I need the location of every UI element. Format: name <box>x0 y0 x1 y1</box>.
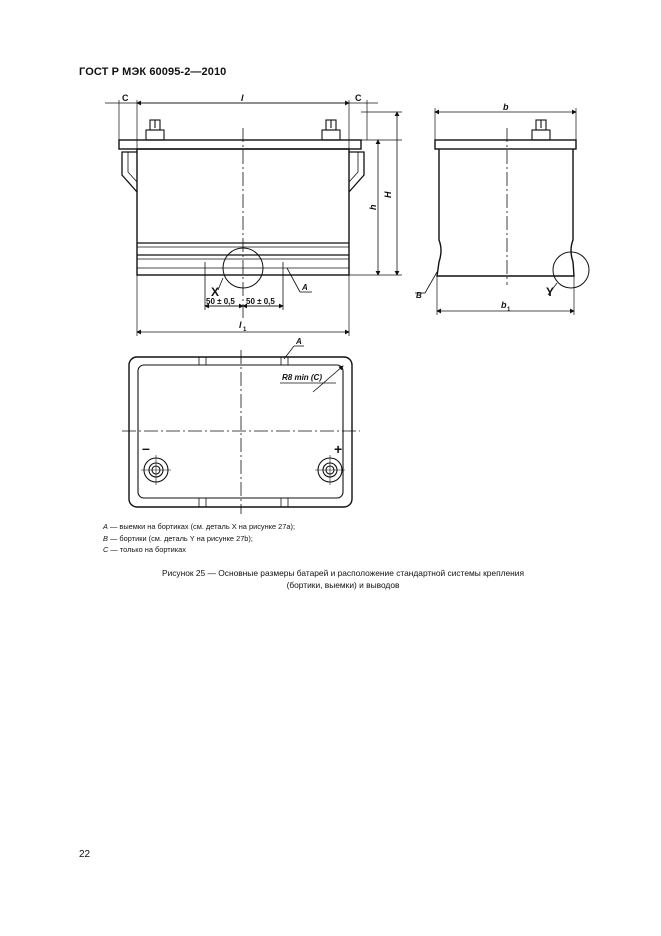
legend-item-b <box>103 533 295 545</box>
dim-c-left: C <box>122 93 129 103</box>
detail-y-label: Y <box>546 285 555 299</box>
detail-x-label: X <box>211 285 220 299</box>
top-view <box>122 346 360 514</box>
legend-item-a <box>103 521 295 533</box>
terminal-positive-top <box>315 455 345 485</box>
leader-a-side: A <box>302 283 308 292</box>
legend-text: — выемки на бортиках (см. деталь X на рисунке 27a); <box>107 522 295 531</box>
dim-h-total: H <box>383 191 393 198</box>
terminal-plus-sign: + <box>334 441 343 457</box>
dim-b: b <box>503 102 509 112</box>
dim-h-small: h <box>368 204 378 210</box>
document-header: ГОСТ Р МЭК 60095-2—2010 <box>79 66 227 78</box>
top-view-labels <box>142 337 342 457</box>
dim-50-left: 50 ± 0,5 <box>206 297 235 306</box>
dim-l1-sub: 1 <box>243 327 247 333</box>
legend-text: — бортики (см. деталь Y на рисунке 27b); <box>107 533 253 543</box>
figure-legend <box>103 521 295 556</box>
page-number: 22 <box>79 849 91 860</box>
terminal-left-side <box>146 120 164 140</box>
figure-caption <box>103 567 583 591</box>
legend-key: C <box>103 545 109 554</box>
leader-b: B <box>416 291 422 300</box>
terminal-end <box>532 120 550 140</box>
terminal-minus-sign: – <box>142 440 150 456</box>
legend-key: A <box>103 522 108 531</box>
dim-l1-main: l <box>239 320 242 330</box>
caption-line-1: Рисунок 25 — Основные размеры батарей и расположение стандартной системы крепления <box>161 568 525 578</box>
dim-b1-main: b <box>501 300 507 310</box>
legend-text: — только на бортиках <box>108 545 186 554</box>
dim-50-right: 50 ± 0,5 <box>246 297 275 306</box>
legend-item-c <box>103 544 295 556</box>
terminal-negative-top <box>141 455 171 485</box>
leader-a-top: A <box>296 337 302 346</box>
legend-key: B <box>103 533 108 543</box>
dim-l: l <box>241 93 244 103</box>
dim-c-right: C <box>355 93 362 103</box>
end-view <box>415 108 589 315</box>
caption-line-2: (бортики, выемки) и выводов <box>286 580 400 590</box>
terminal-right-side <box>322 120 340 140</box>
dim-b1-sub: 1 <box>507 307 511 313</box>
radius-note: R8 min (C) <box>282 373 322 382</box>
side-view-labels <box>122 93 393 333</box>
